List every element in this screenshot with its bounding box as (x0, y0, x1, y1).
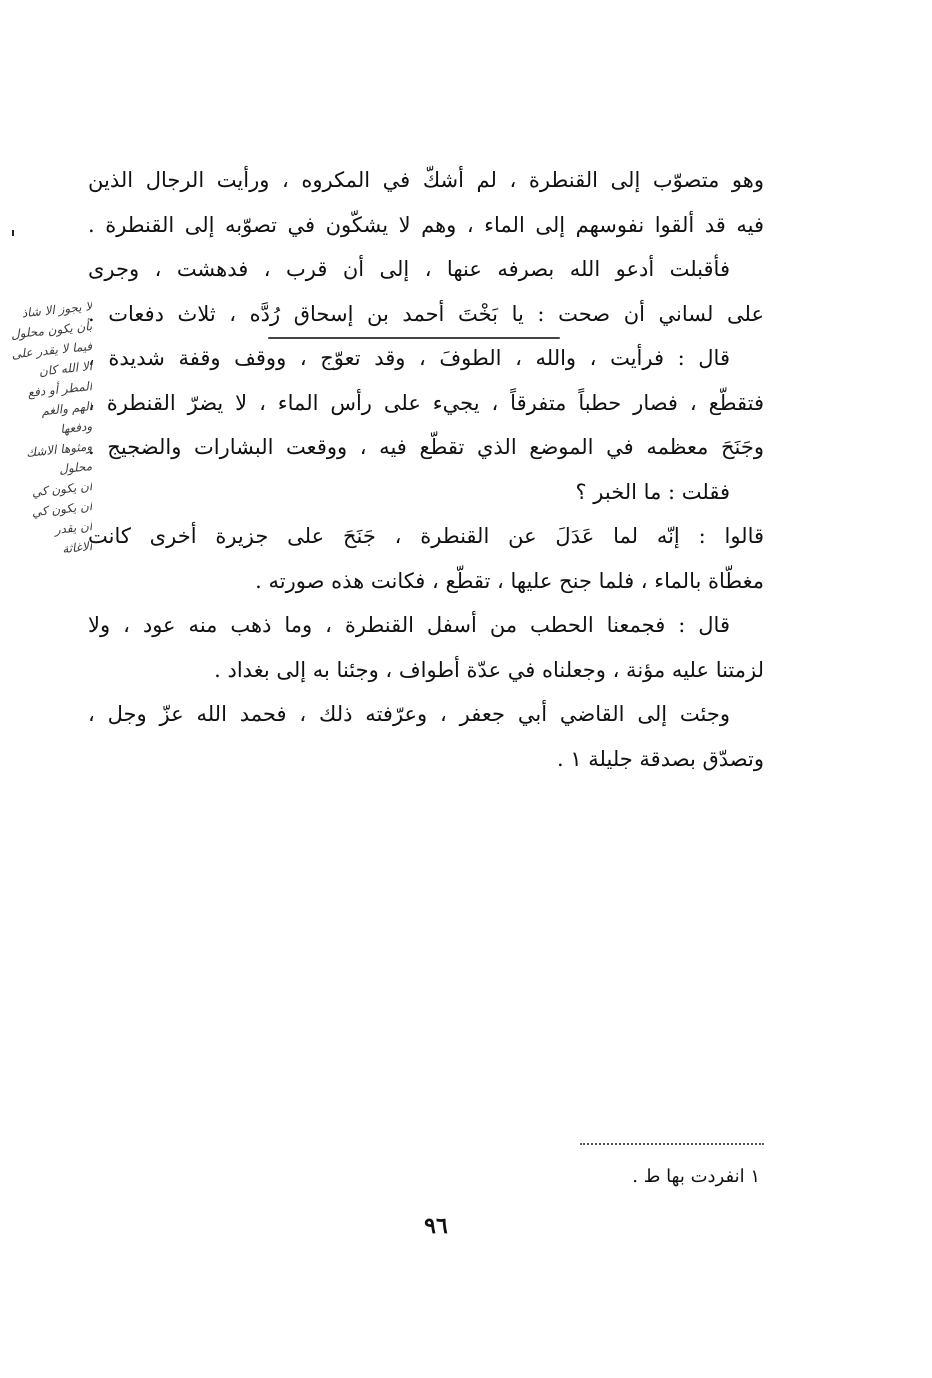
handwritten-margin-notes (0, 296, 92, 556)
footnote: ١ انفردت بها ط . (632, 1166, 760, 1187)
stray-ink-mark (12, 230, 14, 236)
text-line: على لساني أن صحت : يا بَخْتَ أحمد بن إسحاق رُدَّه ، ثلاث دفعات . (88, 301, 764, 326)
margin-note: ودفعها (59, 419, 93, 437)
text-line: وهو متصوّب إلى القنطرة ، لم أشكّ في المكروه ، ورأيت الرجال الذين (88, 168, 764, 192)
text-line: قال : فجمعنا الحطب من أسفل القنطرة ، وما ذهب منه عود ، ولا (88, 613, 730, 637)
text-line: لزمتنا عليه مؤنة ، وجعلناه في عدّة أطواف ، وجئنا به إلى بغداد . (214, 657, 764, 682)
margin-note: الهم والغم (40, 399, 93, 419)
text-line: وجَنَحَ معظمه في الموضع الذي تقطّع فيه ، ووقعت البشارات والضجيج . (88, 435, 764, 459)
margin-note: لا يجوز الا شاذ (21, 299, 93, 321)
body-text (88, 158, 764, 781)
text-line: مغطّاة بالماء ، فلما جنح عليها ، تقطّع ، فكانت هذه صورته . (255, 568, 764, 593)
text-line: وتصدّق بصدقة جليلة ١ . (556, 746, 764, 771)
margin-note: ان يكون كي (31, 499, 93, 520)
text-line: وجئت إلى القاضي أبي جعفر ، وعرّفته ذلك ، فحمد الله عزّ وجل ، (88, 702, 730, 726)
margin-note: الا الله كان (38, 359, 93, 379)
text-line: قالوا : إنّه لما عَدَلَ عن القنطرة ، جَنَحَ على جزيرة أخرى كانت (88, 524, 764, 548)
margin-note: محلول (58, 459, 93, 477)
text-line: فقلت : ما الخبر ؟ (575, 479, 730, 504)
margin-note: المطر أو دفع (26, 379, 93, 400)
text-line: فأقبلت أدعو الله بصرفه عنها ، إلى أن قرب ، فدهشت ، وجرى (88, 257, 730, 281)
margin-note: فيما لا يقدر على (10, 339, 93, 362)
text-line: قال : فرأيت ، والله ، الطوفَ ، وقد تعوّج ، ووقف وقفة شديدة ، (88, 346, 730, 370)
handwritten-underline (268, 337, 560, 339)
margin-note: ومثوها الاشك (25, 439, 93, 460)
text-line: فيه قد ألقوا نفوسهم إلى الماء ، وهم لا يشكّون في تصوّبه إلى القنطرة . (88, 212, 764, 237)
margin-note: بأن يكون محلول (10, 319, 93, 342)
margin-note: ان يكون كي (31, 479, 93, 500)
margin-note: الاغاثة (61, 539, 93, 557)
margin-note: أن يقدر (54, 519, 93, 537)
footnote-separator (580, 1143, 764, 1145)
page-number: ٩٦ (424, 1213, 448, 1239)
text-line: فتقطّع ، فصار حطباً متفرقاً ، يجيء على رأس الماء ، لا يضرّ القنطرة ، (88, 390, 764, 415)
